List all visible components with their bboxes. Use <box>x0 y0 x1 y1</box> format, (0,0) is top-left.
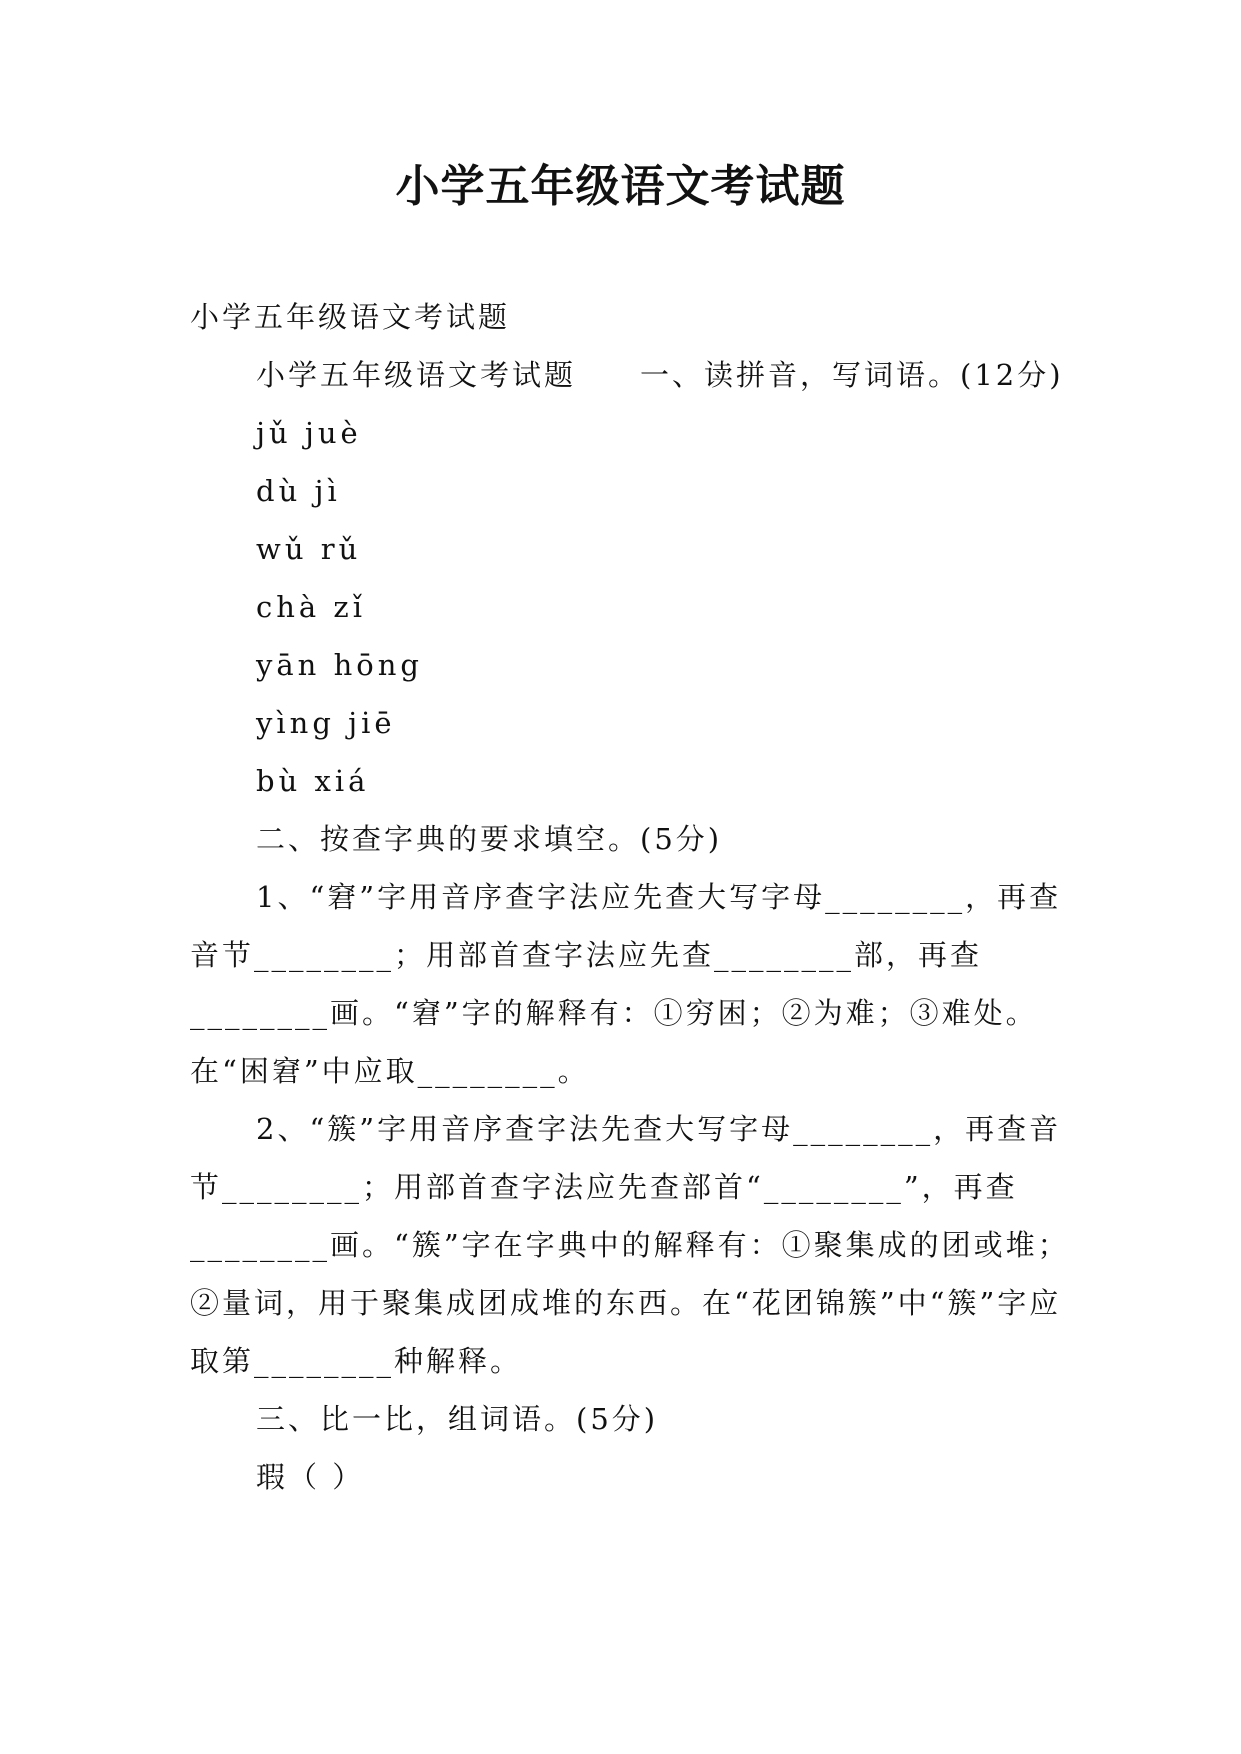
section-2-heading: 二、按查字典的要求填空。(5分) <box>256 822 723 856</box>
pinyin-item-4: chà zǐ <box>256 590 366 624</box>
question-1: 1、“窘”字用音序查字法应先查大写字母________，再查音节________；用部首查字法应先查________部，再查________画。“窘”字的解释有：①穷困；②为难；③难处。在“困窘”中应取________。 <box>190 880 1062 1088</box>
pinyin-item-5: yān hōng <box>256 648 423 682</box>
pinyin-item-7: bù xiá <box>256 764 370 798</box>
intro-paragraph: 小学五年级语文考试题 一、读拼音，写词语。(12分) <box>256 358 1064 392</box>
pinyin-item-6: yìng jiē <box>256 706 396 740</box>
document-body <box>190 288 1070 1506</box>
pinyin-item-1: jǔ juè <box>256 416 362 450</box>
subtitle: 小学五年级语文考试题 <box>190 300 511 334</box>
pinyin-item-3: wǔ rǔ <box>256 532 362 566</box>
pinyin-item-2: dù jì <box>256 474 341 508</box>
section-3-item: 瑕（ ） <box>256 1460 365 1494</box>
document-title: 小学五年级语文考试题 <box>395 161 846 212</box>
question-2: 2、“簇”字用音序查字法先查大写字母________，再查音节________；用部首查字法应先查部首“________”，再查________画。“簇”字在字典中的解释有：①聚集成的团或堆；②量词，用于聚集成团成堆的东西。在“花团锦簇”中“簇”字应取第________种解释。 <box>190 1112 1070 1378</box>
section-3-heading: 三、比一比，组词语。(5分) <box>256 1402 659 1436</box>
